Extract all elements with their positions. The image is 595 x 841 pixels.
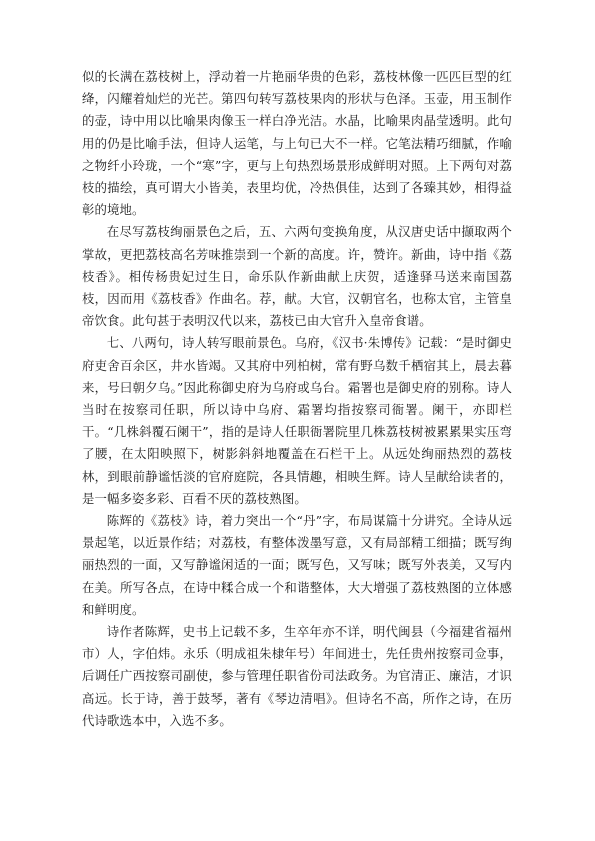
paragraph-3: 七、八两句，诗人转写眼前景色。乌府，《汉书·朱博传》记载：“是时御史府吏舍百余区，井水皆竭。又其府中列柏树，常有野乌数千栖宿其上，晨去暮来，号曰朝夕乌。”因此称御史府为乌府或乌台。霜署也是御史府的别称。诗人当时在按察司任职，所以诗中乌府、霜署均指按察司衙署。阑干，亦即栏干。“几株斜覆石阑干”，指的是诗人任职衙署院里几株荔枝树被累累果实压弯了腰，在太阳映照下，树影斜斜地覆盖在石栏干上。从远处绚丽热烈的荔枝林，到眼前静谧恬淡的官府庭院，各具情趣，相映生辉。诗人呈献给读者的，是一幅多姿多彩、百看不厌的荔枝熟图。 bbox=[82, 335, 512, 506]
paragraph-5: 诗作者陈辉，史书上记载不多，生卒年亦不详，明代闽县（今福建省福州市）人，字伯炜。永乐（明成祖朱棣年号）年间进士，先任贵州按察司佥事，后调任广西按察司副使，参与管理任职省份司法政务。为官清正、廉洁，才识高远。长于诗，善于鼓琴，著有《琴边清唱》。但诗名不高，所作之诗，在历代诗歌选本中，入选不多。 bbox=[82, 624, 512, 728]
paragraph-2: 在尽写荔枝绚丽景色之后，五、六两句变换角度，从汉唐史话中撷取两个掌故，更把荔枝高名芳味推崇到一个新的高度。许，赞许。新曲，诗中指《荔枝香》。相传杨贵妃过生日，命乐队作新曲献上庆贺，适逢驿马送来南国荔枝，因而用《荔枝香》作曲名。荐，献。大官，汉朝官名，也称太官，主管皇帝饮食。此句甚于表明汉代以来，荔枝已由大官升入皇帝食谱。 bbox=[82, 224, 512, 329]
paragraph-4: 陈辉的《荔枝》诗，着力突出一个“丹”字，布局谋篇十分讲究。全诗从远景起笔，以近景作结；对荔枝，有整体泼墨写意，又有局部精工细描；既写绚丽热烈的一面，又写静谧闲适的一面；既写色，又写味；既写外表美，又写内在美。所写各点，在诗中糅合成一个和谐整体，大大增强了荔枝熟图的立体感和鲜明度。 bbox=[82, 513, 512, 617]
paragraph-1: 似的长满在荔枝树上，浮动着一片艳丽华贵的色彩，荔枝林像一匹匹巨型的红绛，闪耀着灿烂的光芒。第四句转写荔枝果肉的形状与色泽。玉壶，用玉制作的壶，诗中用以比喻果肉像玉一样白净光洁。水晶，比喻果肉晶莹透明。此句用的仍是比喻手法，但诗人运笔，与上句已大不一样。它笔法精巧细腻，作喻之物纤小玲珑，一个“寒”字，更与上句热烈场景形成鲜明对照。上下两句对荔枝的描绘，真可谓大小皆美，表里均优，冷热俱佳，达到了各臻其妙，相得益彰的境地。 bbox=[82, 69, 512, 218]
body-text bbox=[82, 66, 512, 732]
